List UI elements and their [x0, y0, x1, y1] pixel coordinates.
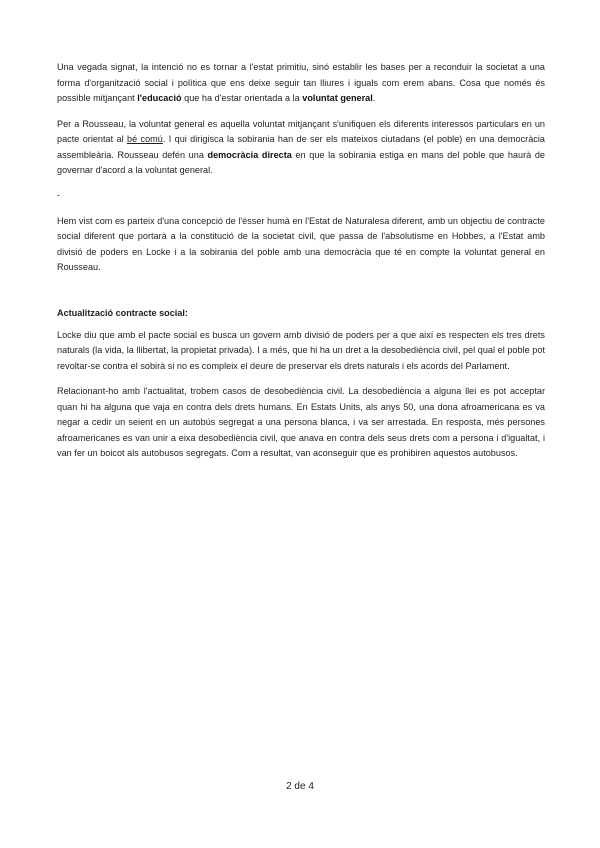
- dash-separator: -: [57, 189, 61, 200]
- underlined-term-common-good: bé comú: [127, 134, 163, 144]
- paragraph-civil-disobedience: Relacionant-ho amb l'actualitat, trobem casos de desobediència civil. La desobediència a alguna llei es pot acceptar quan hi ha alguna que vaja en contra dels drets humans. En Estats Units, als anys 50, una dona afroamericana es va negar a cedir un seient en un autobús segregat a una persona blanca, i va ser arrestada. En resposta, més persones afroamericanes es van unir a eixa desobediència civil, que anava en contra dels seus drets com a persona i d'igualtat, i van fer un boicot als autobusos segregats. Com a resultat, van aconseguir que es prohibiren aquestos autobusos.: [57, 386, 545, 458]
- paragraph-education: [57, 60, 545, 107]
- section-heading: Actualització contracte social:: [57, 307, 188, 318]
- bold-term-education: l'educació: [137, 93, 182, 103]
- paragraph-text: que ha d'estar orientada a la: [181, 93, 303, 103]
- page-content: [57, 60, 545, 472]
- paragraph-text: Una vegada signat, la intenció no es tornar a l'estat primitiu, sinó establir les bases per a reconduir la societat a una forma d'organització social i política que ens deixe seguir tan lliures i iguals com erem abans. Cosa que només és possible mitjançant: [57, 62, 545, 103]
- paragraph-text: Per a Rousseau, la voluntat general es aquella voluntat mitjançant s'unifiquen els diferents interessos particulars en un pacte orientat al: [57, 118, 545, 144]
- paragraph-locke: Locke diu que amb el pacte social es busca un govern amb divisió de poders per a que així es respecten els tres drets naturals (la vida, la llibertat, la propietat privada). I a més, que hi ha un dret a la desobediència civil, pel qual el poble pot revoltar-se contra el sobirà si no es compleix el deure de preservar els drets naturals i els acords del Parlament.: [57, 329, 545, 371]
- bold-term-general-will: voluntat general: [302, 93, 373, 103]
- paragraph-text: . I qui dirigisca la sobirania han de ser els mateixos ciutadans (el poble) en una democràcia assembleària. Rousseau defén una: [57, 134, 545, 160]
- paragraph-text: .: [372, 93, 376, 103]
- paragraph-text: en que la sobirania estiga en mans del poble que haurà de governar d'acord a la voluntat general.: [57, 149, 545, 175]
- bold-term-direct-democracy: democràcia directa: [207, 149, 292, 160]
- page-number: 2 de 4: [286, 781, 314, 792]
- paragraph-summary: Hem vist com es parteix d'una concepció de l'ésser humà en l'Estat de Naturalesa diferent, amb un objectiu de contracte social diferent que portarà a la constitució de la societat civil, que passa de l'absolutisme en Hobbes, a l'Estat amb divisió de poders en Locke i a la sobirania del poble amb una democràcia que té en compte la voluntat general en Rousseau.: [57, 215, 545, 272]
- paragraph-rousseau: [57, 117, 545, 179]
